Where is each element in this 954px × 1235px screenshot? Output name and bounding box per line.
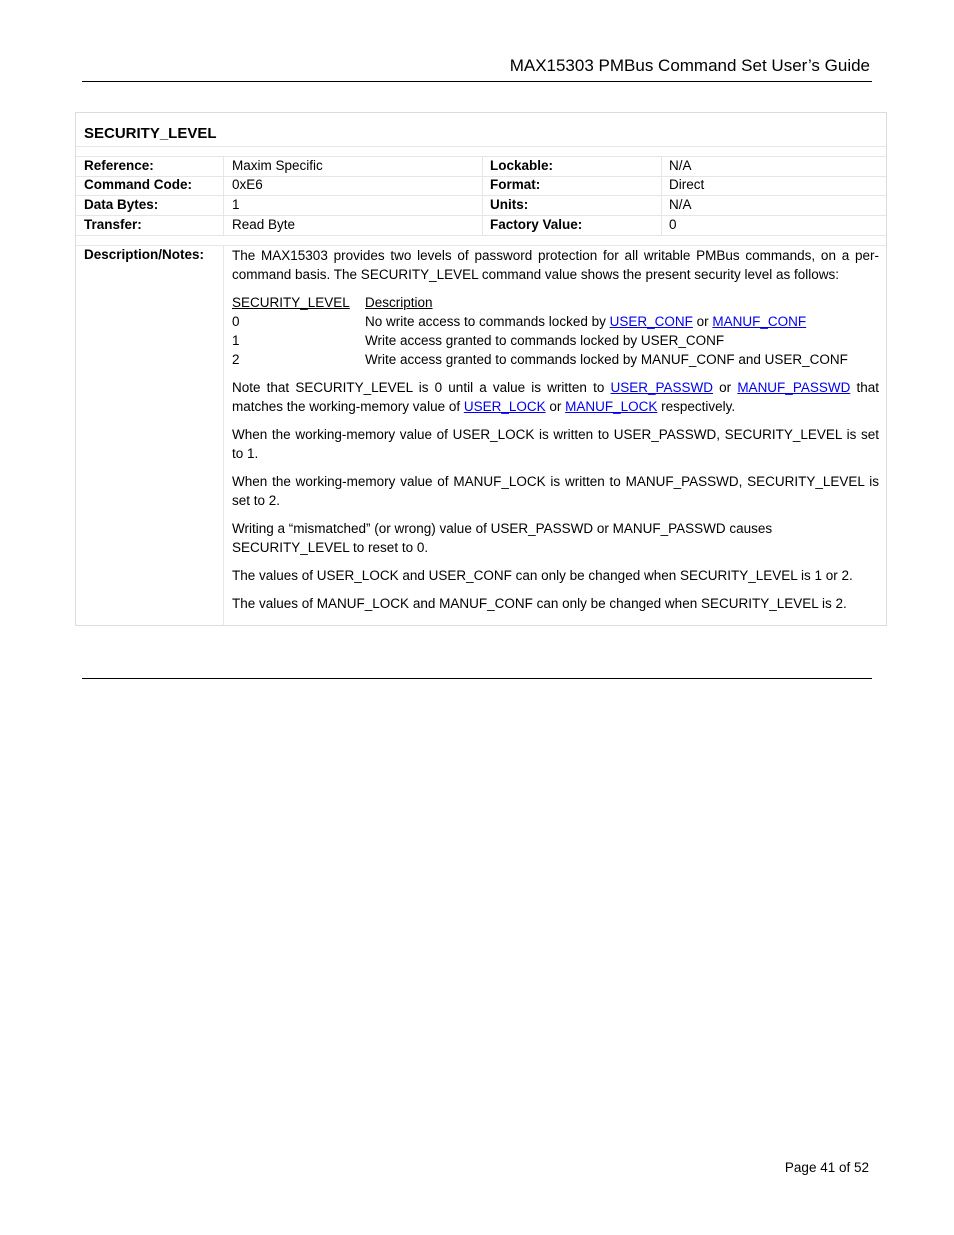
level-value: 0 xyxy=(232,314,240,329)
level-value: 2 xyxy=(232,352,240,367)
command-name: SECURITY_LEVEL xyxy=(84,125,217,142)
reference-label: Reference: xyxy=(84,158,154,173)
transfer-value: Read Byte xyxy=(232,217,296,232)
table-divider xyxy=(76,176,886,177)
note-text: respectively. xyxy=(657,399,736,414)
table-divider xyxy=(76,146,886,147)
level-row xyxy=(232,312,879,331)
user-conf-link[interactable]: USER_CONF xyxy=(609,314,693,329)
data-bytes-label: Data Bytes: xyxy=(84,197,159,212)
level-row xyxy=(232,331,879,350)
description-paragraph: Writing a “mismatched” (or wrong) value of USER_PASSWD or MANUF_PASSWD causes SECURITY_LEVEL to reset to 0. xyxy=(232,521,773,555)
description-intro: The MAX15303 provides two levels of password protection for all writable PMBus commands, on a per-command basis. The SECURITY_LEVEL command value shows the present security level as follows: xyxy=(232,248,879,282)
note-text: that matches the working-memory value of xyxy=(232,380,879,414)
column-divider xyxy=(223,245,224,626)
column-divider xyxy=(482,156,483,236)
security-level-table xyxy=(232,293,879,369)
user-lock-link[interactable]: USER_LOCK xyxy=(463,399,546,414)
header-rule xyxy=(82,81,872,82)
level-table-header xyxy=(232,293,879,312)
manuf-passwd-link[interactable]: MANUF_PASSWD xyxy=(737,380,851,395)
document-header-title: MAX15303 PMBus Command Set User’s Guide xyxy=(509,56,870,75)
description-label: Description/Notes: xyxy=(84,247,205,262)
format-label: Format: xyxy=(490,177,541,192)
lockable-label: Lockable: xyxy=(490,158,554,173)
level-header-description: Description xyxy=(365,295,433,310)
command-code-value: 0xE6 xyxy=(232,177,263,192)
level-description xyxy=(365,312,806,331)
units-value: N/A xyxy=(669,197,692,212)
description-paragraph: When the working-memory value of MANUF_LOCK is written to MANUF_PASSWD, SECURITY_LEVEL is set to 2. xyxy=(232,474,879,508)
level-description: Write access granted to commands locked by MANUF_CONF and USER_CONF xyxy=(365,352,848,367)
command-code-label: Command Code: xyxy=(84,177,192,192)
description-paragraph: When the working-memory value of USER_LOCK is written to USER_PASSWD, SECURITY_LEVEL is set to 1. xyxy=(232,427,879,461)
level-description: Write access granted to commands locked by USER_CONF xyxy=(365,333,725,348)
data-bytes-value: 1 xyxy=(232,197,240,212)
manuf-lock-link[interactable]: MANUF_LOCK xyxy=(565,399,658,414)
page-number: Page 41 of 52 xyxy=(784,1160,869,1175)
manuf-conf-link[interactable]: MANUF_CONF xyxy=(712,314,807,329)
note-paragraph xyxy=(232,378,879,416)
level-text: No write access to commands locked by xyxy=(365,314,610,329)
reference-value: Maxim Specific xyxy=(232,158,323,173)
column-divider xyxy=(223,156,224,236)
command-table xyxy=(75,112,887,626)
table-divider xyxy=(76,156,886,157)
table-divider xyxy=(76,235,886,236)
note-text: or xyxy=(713,380,738,395)
level-text: or xyxy=(692,314,713,329)
level-row xyxy=(232,350,879,369)
note-text: Note that SECURITY_LEVEL is 0 until a value is written to xyxy=(232,380,611,395)
user-passwd-link[interactable]: USER_PASSWD xyxy=(610,380,714,395)
factory-value-label: Factory Value: xyxy=(490,217,583,232)
table-divider xyxy=(76,195,886,196)
level-header-value: SECURITY_LEVEL xyxy=(232,295,350,310)
transfer-label: Transfer: xyxy=(84,217,142,232)
table-divider xyxy=(76,215,886,216)
note-text: or xyxy=(545,399,566,414)
format-value: Direct xyxy=(669,177,705,192)
factory-value-value: 0 xyxy=(669,217,677,232)
units-label: Units: xyxy=(490,197,529,212)
description-paragraph: The values of MANUF_LOCK and MANUF_CONF can only be changed when SECURITY_LEVEL is 2. xyxy=(232,596,847,611)
lockable-value: N/A xyxy=(669,158,692,173)
footer-rule xyxy=(82,678,872,679)
description-paragraph: The values of USER_LOCK and USER_CONF can only be changed when SECURITY_LEVEL is 1 or 2. xyxy=(232,568,853,583)
column-divider xyxy=(661,156,662,236)
level-value: 1 xyxy=(232,333,240,348)
description-body xyxy=(232,246,879,622)
